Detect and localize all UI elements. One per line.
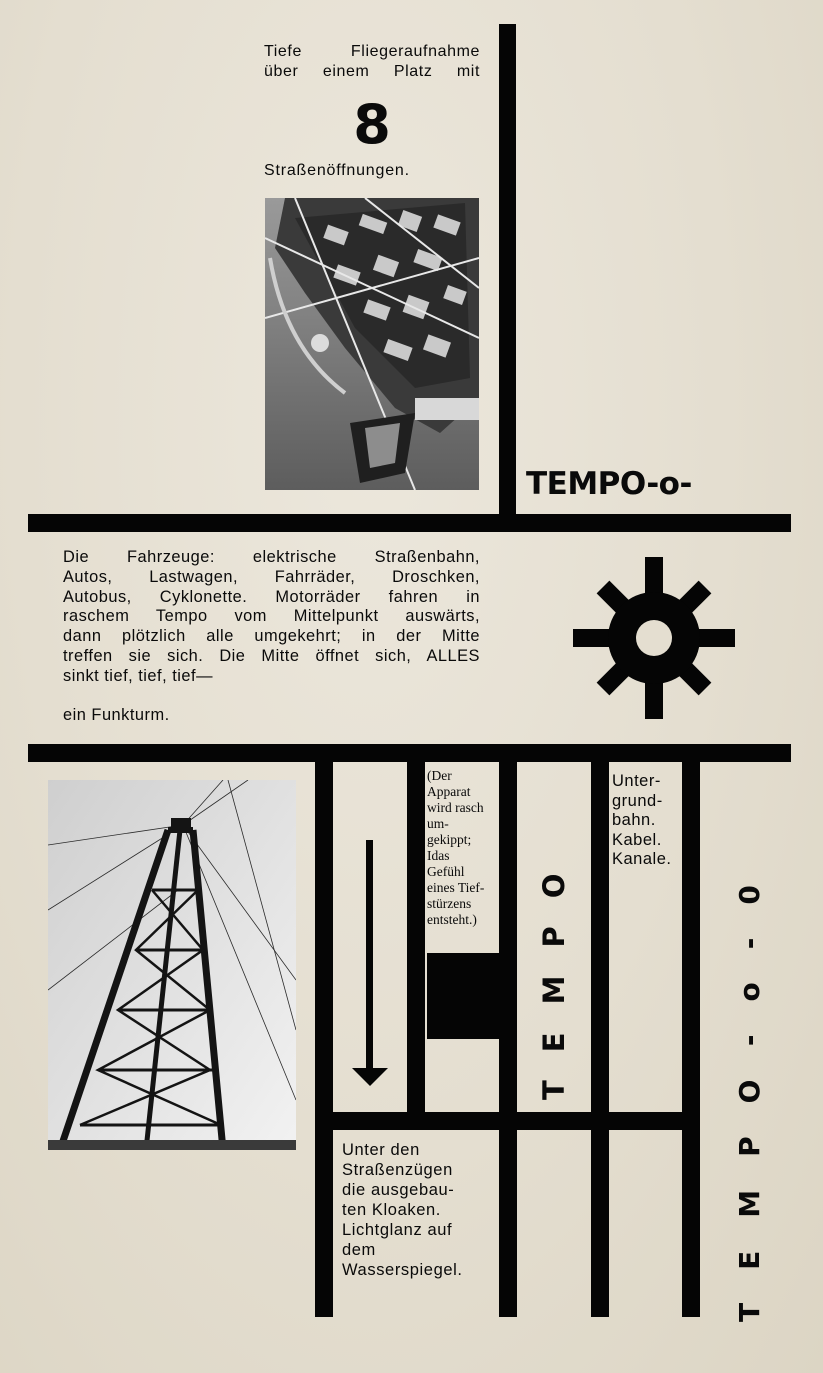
apparat-line: entsteht.) — [427, 912, 477, 927]
apparat-line: Apparat — [427, 784, 471, 799]
funkturm-line: ein Funkturm. — [63, 706, 170, 724]
bottom-cross-bar — [315, 1112, 700, 1130]
bottom-vertical-bar-4 — [591, 760, 609, 1317]
radio-tower-photo — [48, 780, 296, 1150]
paragraph-line: Autos, Lastwagen, Fahrräder, Droschken, — [63, 567, 480, 586]
bottom-vertical-bar-3 — [499, 760, 517, 1317]
paragraph-line: treffen sie sich. Die Mitte öffnet sich, ALLES — [63, 646, 480, 665]
unter-line: Unter den — [342, 1141, 420, 1159]
paragraph-line: Die Fahrzeuge: elektrische Straßenbahn, — [63, 548, 480, 566]
apparat-line: stürzens — [427, 896, 472, 911]
apparat-line: eines Tief- — [427, 880, 485, 895]
unter-line: dem — [342, 1241, 376, 1259]
apparat-line: gekippt; — [427, 832, 472, 847]
bottom-vertical-bar-2 — [407, 760, 425, 1112]
apparat-line: (Der — [427, 768, 452, 783]
vertical-tempo-1: TEMPO — [537, 845, 571, 1100]
sun-wheel-icon — [573, 557, 735, 719]
apparat-line: Gefühl — [427, 864, 465, 879]
unter-line: die ausgebau- — [342, 1181, 455, 1199]
unter-line: ten Kloaken. — [342, 1201, 441, 1219]
apparat-line: wird rasch — [427, 800, 484, 815]
bottom-vertical-bar-1 — [315, 760, 333, 1317]
unter-note — [342, 1140, 492, 1280]
intro-number: 8 — [353, 93, 391, 156]
ubahn-note — [612, 772, 684, 870]
apparat-note — [427, 768, 499, 928]
paragraph-line: raschem Tempo vom Mittelpunkt auswärts, — [63, 607, 480, 626]
apparat-line: um- — [427, 816, 449, 831]
paragraph-line: sinkt tief, tief, tief— — [63, 666, 213, 685]
ubahn-line: Kabel. — [612, 830, 662, 849]
down-arrow-icon — [352, 840, 388, 1088]
unter-line: Straßenzügen — [342, 1161, 453, 1179]
aerial-photo — [265, 198, 479, 490]
intro-text — [264, 42, 480, 82]
main-paragraph — [63, 548, 480, 687]
ubahn-line: Unter- — [612, 772, 661, 790]
intro-line-2: über einem Platz mit — [264, 63, 480, 80]
tempo-heading: TEMPO-o- — [526, 466, 692, 502]
vertical-tempo-2: TEMPO-o-0 — [733, 852, 766, 1322]
intro-line-1: Tiefe Fliegeraufnahme — [264, 43, 480, 60]
apparat-line: Idas — [427, 848, 450, 863]
paragraph-line: Autobus, Cyklonette. Motorräder fahren in — [63, 587, 480, 606]
black-square — [427, 953, 499, 1039]
paragraph-line: dann plötzlich alle umgekehrt; in der Mitte — [63, 627, 480, 646]
unter-line: Wasserspiegel. — [342, 1261, 463, 1279]
upper-horizontal-bar — [28, 514, 791, 532]
bottom-vertical-bar-5 — [682, 760, 700, 1317]
ubahn-line: grund- — [612, 791, 663, 810]
unter-line: Lichtglanz auf — [342, 1221, 453, 1239]
ubahn-line: Kanale. — [612, 850, 672, 868]
ubahn-line: bahn. — [612, 811, 656, 829]
top-vertical-bar — [499, 24, 516, 516]
intro-end: Straßenöffnungen. — [264, 162, 410, 179]
